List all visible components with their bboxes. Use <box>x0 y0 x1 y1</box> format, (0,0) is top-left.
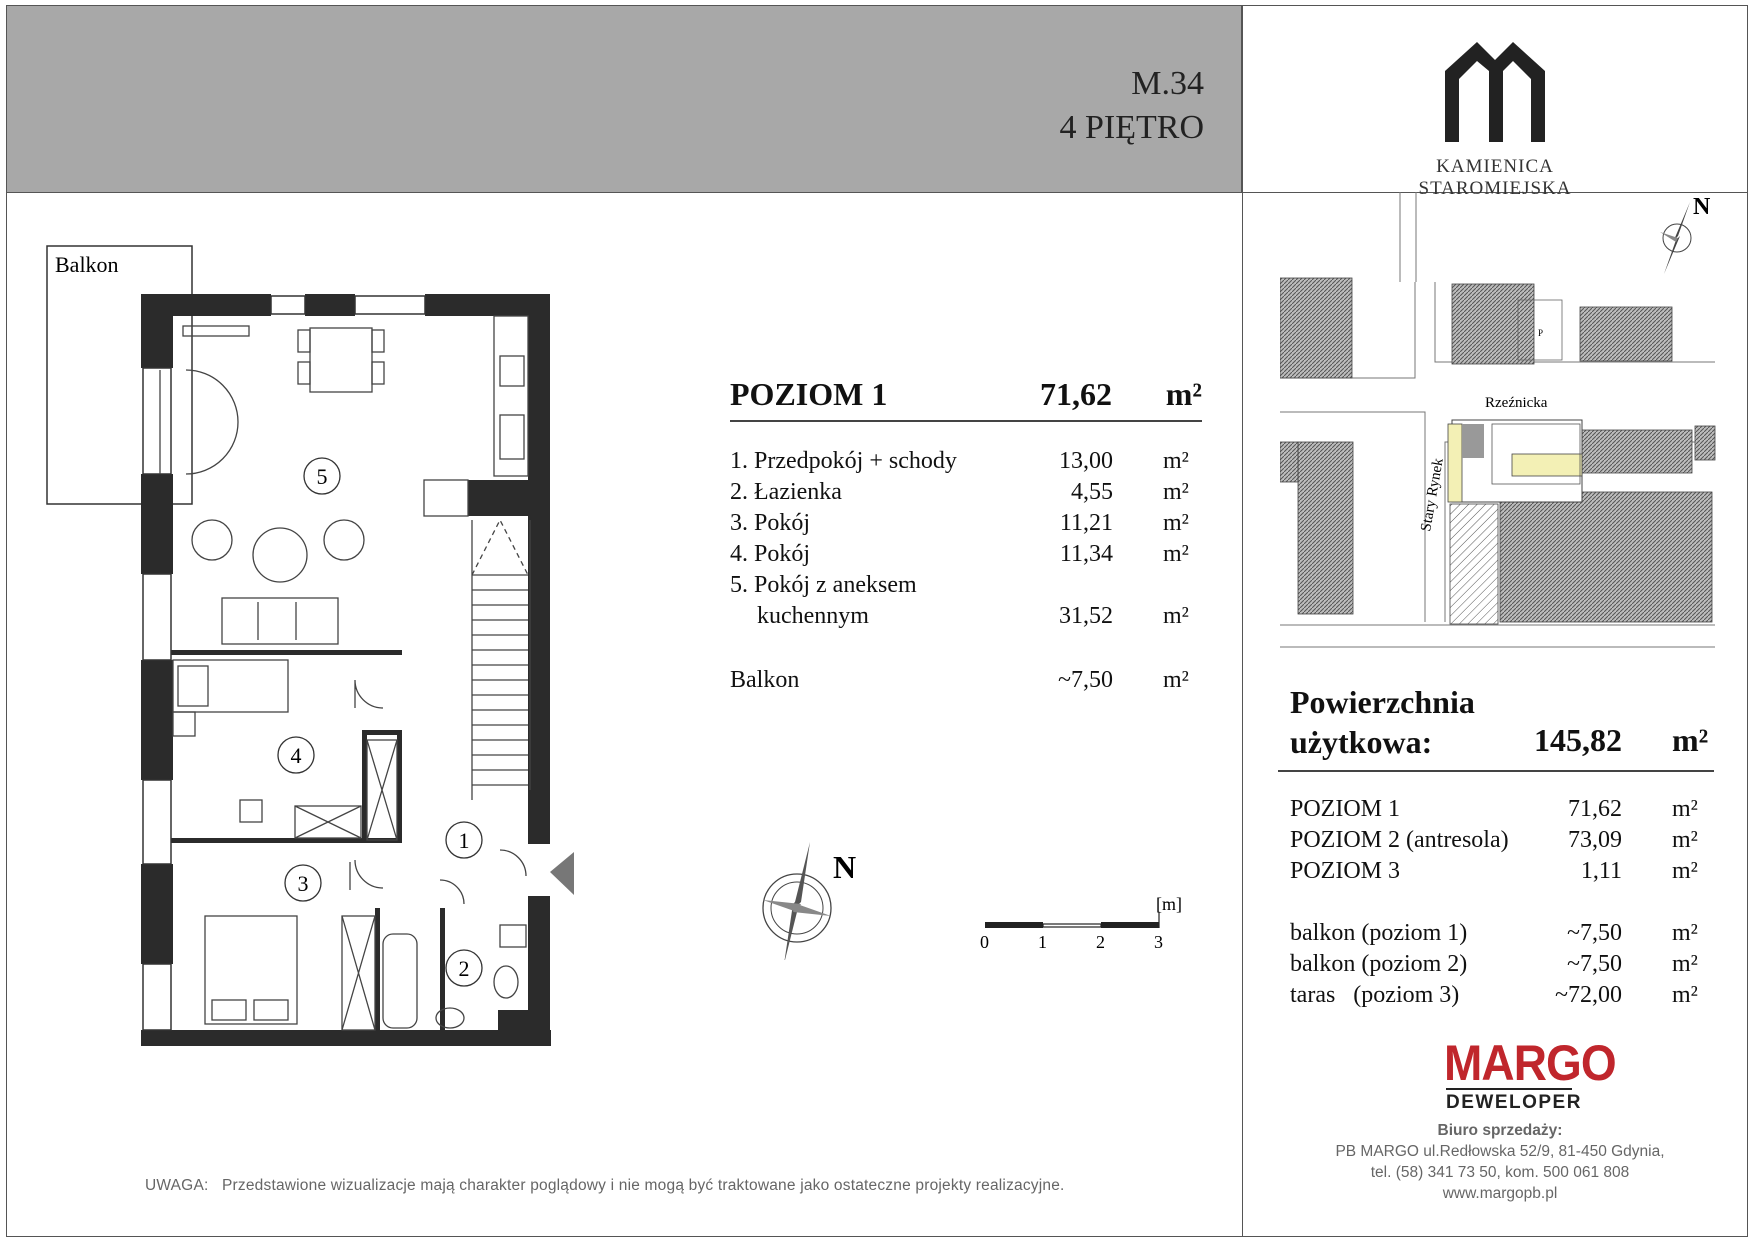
balcony-name: Balkon <box>730 667 800 693</box>
outdoor-3-name: taras (poziom 3) <box>1290 982 1460 1008</box>
level-1-unit: m² <box>1672 796 1698 822</box>
disclaimer-note: UWAGA: Przedstawione wizualizacje mają charakter poglądowy i nie mogą być traktowane jako ostateczne projekty realizacyjne. <box>145 1177 1065 1194</box>
scale-bar <box>970 890 1190 950</box>
room-2-unit: m² <box>1163 479 1189 505</box>
walls <box>141 294 551 1046</box>
scale-tick-0: 0 <box>980 932 989 950</box>
floor-label: 4 PIĘTRO <box>1059 109 1204 146</box>
outdoor-2-name: balkon (poziom 2) <box>1290 951 1468 977</box>
project-building <box>1448 420 1582 502</box>
outdoor-3-unit: m² <box>1672 982 1698 1008</box>
room-4-name: 4. Pokój <box>730 541 811 567</box>
level-3-unit: m² <box>1672 858 1698 884</box>
balcony-label: Balkon <box>55 252 119 277</box>
outdoor-3-area: ~72,00 <box>1555 982 1622 1008</box>
room-4-area: 11,34 <box>1059 541 1113 567</box>
scale-tick-2: 2 <box>1096 932 1105 950</box>
scale-unit: [m] <box>1156 894 1182 914</box>
room-1-unit: m² <box>1163 448 1189 474</box>
room-markers <box>278 458 482 986</box>
level-3-name: POZIOM 3 <box>1290 858 1401 884</box>
hatched-plot <box>1450 504 1498 624</box>
interior-fixtures <box>160 316 530 1030</box>
level-3-area: 1,11 <box>1580 858 1622 884</box>
usable-area-label <box>1290 682 1475 762</box>
room-2-name: 2. Łazienka <box>730 479 842 505</box>
sitemap-north-label: N <box>1693 194 1711 220</box>
summary-divider <box>1278 770 1714 772</box>
outdoor-1-name: balkon (poziom 1) <box>1290 920 1468 946</box>
level1-total: 71,62 <box>1040 376 1112 412</box>
developer-subtitle: DEWELOPER <box>1446 1092 1582 1113</box>
room-5-area: 31,52 <box>1059 603 1113 629</box>
developer-logo: MARGO <box>1444 1035 1616 1091</box>
usable-area-label-line1: Powierzchnia <box>1290 684 1475 720</box>
room-1-name: 1. Przedpokój + schody <box>730 448 957 474</box>
entrance-arrow-icon <box>550 852 574 895</box>
room-4-unit: m² <box>1163 541 1189 567</box>
office-website[interactable]: www.margopb.pl <box>1442 1185 1558 1202</box>
office-label: Biuro sprzedaży: <box>1437 1122 1563 1139</box>
office-phone: tel. (58) 341 73 50, kom. 500 061 808 <box>1370 1164 1630 1181</box>
room-numbers <box>291 464 470 981</box>
floor-plan <box>0 0 600 1060</box>
compass-icon <box>755 840 875 960</box>
room-number-5: 5 <box>316 464 328 489</box>
scale-tick-1: 1 <box>1038 932 1047 950</box>
room-1-area: 13,00 <box>1059 448 1113 474</box>
usable-area-label-line2: użytkowa: <box>1290 724 1433 760</box>
level1-title: POZIOM 1 <box>730 376 888 412</box>
column-divider <box>1242 6 1243 1237</box>
room-3-name: 3. Pokój <box>730 510 811 536</box>
outdoor-2-area: ~7,50 <box>1567 951 1622 977</box>
sitemap-compass-icon <box>1660 194 1711 274</box>
room-2-area: 4,55 <box>1071 479 1113 505</box>
parking-label: P <box>1538 328 1544 338</box>
compass-north-label: N <box>833 849 857 885</box>
outdoor-1-area: ~7,50 <box>1567 920 1622 946</box>
room-number-2: 2 <box>458 956 470 981</box>
room-5-name: 5. Pokój z aneksem <box>730 572 917 598</box>
windows <box>143 296 425 1030</box>
office-address: PB MARGO ul.Redłowska 52/9, 81-450 Gdynia, <box>1335 1143 1665 1160</box>
balcony-area: ~7,50 <box>1058 667 1113 693</box>
level-2-name: POZIOM 2 (antresola) <box>1290 827 1509 853</box>
room-number-4: 4 <box>290 743 302 768</box>
house-arch-logo-icon <box>1440 36 1550 144</box>
level1-unit: m² <box>1165 376 1202 412</box>
room-3-unit: m² <box>1163 510 1189 536</box>
level-2-unit: m² <box>1672 827 1698 853</box>
room-5-unit: m² <box>1163 603 1189 629</box>
room-5-name-cont: kuchennym <box>757 603 869 629</box>
sales-office <box>1290 1120 1710 1204</box>
unit-heading <box>1060 62 1205 150</box>
outdoor-2-unit: m² <box>1672 951 1698 977</box>
room-3-area: 11,21 <box>1059 510 1113 536</box>
level-1-area: 71,62 <box>1568 796 1622 822</box>
unit-number: M.34 <box>1131 65 1204 102</box>
outdoor-1-unit: m² <box>1672 920 1698 946</box>
room-number-1: 1 <box>458 828 470 853</box>
level1-header <box>730 372 1202 422</box>
level-2-area: 73,09 <box>1568 827 1622 853</box>
developer-logo-rule <box>1446 1088 1572 1090</box>
scale-tick-3: 3 <box>1154 932 1163 950</box>
level-1-name: POZIOM 1 <box>1290 796 1401 822</box>
street-stary-rynek: Stary Rynek <box>1418 457 1447 533</box>
site-map <box>1280 192 1720 652</box>
room-number-3: 3 <box>297 871 309 896</box>
balcony-unit: m² <box>1163 667 1189 693</box>
usable-area-unit: m² <box>1672 722 1709 758</box>
brand-name: KAMIENICA STAROMIEJSKA <box>1418 156 1572 199</box>
usable-area-total: 145,82 <box>1534 722 1622 758</box>
street-rzeznicka: Rzeźnicka <box>1485 395 1548 411</box>
